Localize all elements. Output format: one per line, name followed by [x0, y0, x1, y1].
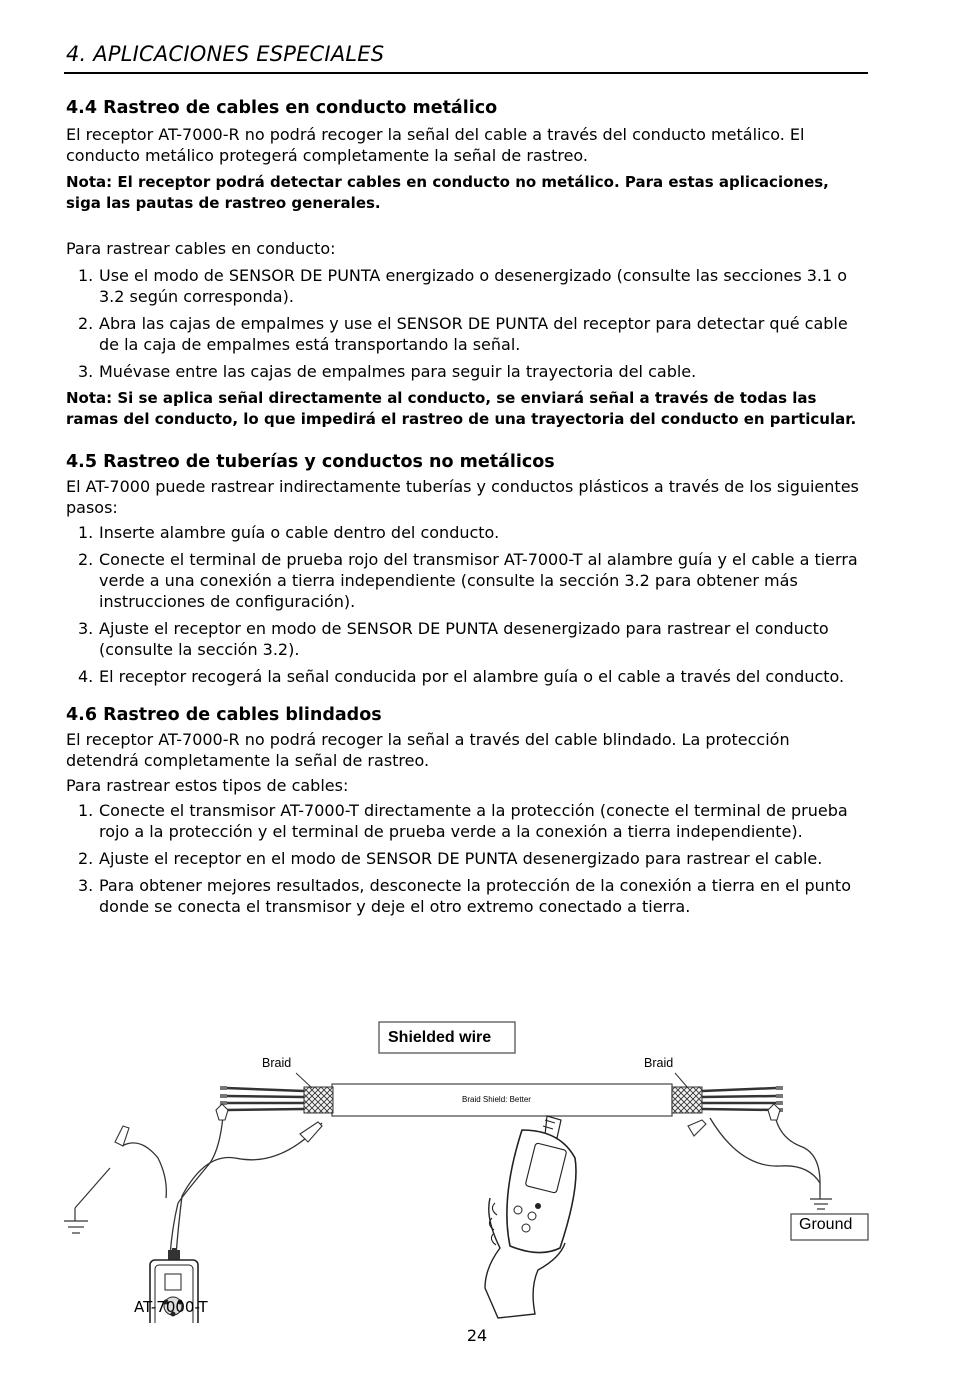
step-number: 2.: [78, 314, 94, 333]
step-number: 1.: [78, 801, 94, 820]
section-4-6-lead: Para rastrear estos tipos de cables:: [66, 776, 349, 795]
step-number: 2.: [78, 849, 94, 868]
step-number: 3.: [78, 619, 94, 638]
left-test-leads-icon: [122, 1116, 322, 1256]
step-text: Ajuste el receptor en el modo de SENSOR DE PUNTA desenergizado para rastrear el cable.: [99, 849, 823, 868]
step-text: Muévase entre las cajas de empalmes para seguir la trayectoria del cable.: [99, 362, 697, 381]
conductors-right-icon: [702, 1088, 776, 1110]
list-item: [66, 618, 866, 660]
list-item: [66, 800, 866, 842]
step-text: Ajuste el receptor en modo de SENSOR DE PUNTA desenergizado para rastrear el conducto (consulte la sección 3.2).: [99, 619, 829, 659]
section-4-4-note-1: Nota: El receptor podrá detectar cables en conducto no metálico. Para estas aplicaciones, siga las pautas de rastreo generales.: [66, 173, 829, 212]
section-4-6-steps: [66, 800, 866, 917]
braid-label-left: Braid: [262, 1056, 292, 1070]
right-clip-2-icon: [688, 1120, 706, 1136]
list-item: [66, 875, 866, 917]
ground-label: Ground: [799, 1216, 853, 1233]
step-number: 3.: [78, 876, 94, 895]
page-title: 4. APLICACIONES ESPECIALES: [66, 42, 385, 66]
title-rule: [64, 72, 868, 74]
braid-right-leader: [675, 1073, 688, 1088]
section-heading-4-4: 4.4 Rastreo de cables en conducto metálico: [66, 98, 498, 118]
transmitter-label: AT-7000-T: [134, 1298, 208, 1316]
section-4-4-lead: Para rastrear cables en conducto:: [66, 239, 336, 258]
right-ground-icon: [810, 1196, 832, 1209]
page-number: 24: [466, 1326, 488, 1345]
braid-label-right: Braid: [644, 1056, 674, 1070]
section-heading-4-6: 4.6 Rastreo de cables blindados: [66, 705, 382, 725]
list-item: [66, 313, 866, 355]
braid-left-leader: [296, 1073, 312, 1088]
conductors-left-icon: [226, 1088, 304, 1110]
step-text: Abra las cajas de empalmes y use el SENSOR DE PUNTA del receptor para detectar qué cable de la caja de empalmes está transportando la señal.: [99, 314, 848, 354]
list-item: [66, 848, 866, 869]
left-clip-3-icon: [115, 1126, 129, 1146]
figure-title: Shielded wire: [388, 1029, 492, 1046]
step-text: Inserte alambre guía o cable dentro del conducto.: [99, 523, 500, 542]
braid-left-icon: [304, 1087, 333, 1113]
braid-right-icon: [672, 1087, 702, 1113]
section-4-4-steps: [66, 265, 866, 382]
list-item: [66, 522, 866, 543]
step-number: 3.: [78, 362, 94, 381]
list-item: [66, 549, 866, 612]
page-content: [66, 96, 866, 917]
step-number: 1.: [78, 266, 94, 285]
list-item: [66, 666, 866, 687]
shielded-wire-illustration: [60, 1018, 880, 1323]
left-clip-1-icon: [216, 1104, 228, 1120]
right-test-leads-icon: [710, 1116, 820, 1196]
step-text: Conecte el terminal de prueba rojo del transmisor AT-7000-T al alambre guía y el cable a tierra verde a una conexión a tierra independiente (consulte la sección 3.2 para obtener más instrucciones de configuración).: [99, 550, 858, 611]
step-text: El receptor recogerá la señal conducida por el alambre guía o el cable a través del conducto.: [99, 667, 845, 686]
list-item: [66, 265, 866, 307]
right-clip-1-icon: [768, 1104, 780, 1120]
step-text: Use el modo de SENSOR DE PUNTA energizado o desenergizado (consulte las secciones 3.1 o 3.2 según corresponda).: [99, 266, 848, 306]
receiver-in-hand-icon: [485, 1116, 576, 1318]
step-text: Conecte el transmisor AT-7000-T directamente a la protección (conecte el terminal de prueba rojo a la protección y el terminal de prueba verde a la conexión a tierra independiente).: [99, 801, 848, 841]
step-number: 1.: [78, 523, 94, 542]
cable-label: Braid Shield: Better: [462, 1095, 531, 1104]
list-item: [66, 361, 866, 382]
left-ground-icon: [64, 1168, 110, 1233]
step-number: 2.: [78, 550, 94, 569]
section-4-6-intro: El receptor AT-7000-R no podrá recoger la señal a través del cable blindado. La protección detendrá completamente la señal de rastreo.: [66, 730, 790, 770]
section-4-4-intro: El receptor AT-7000-R no podrá recoger la señal del cable a través del conducto metálico. El conducto metálico protegerá completamente la señal de rastreo.: [66, 125, 805, 165]
section-4-5-steps: [66, 522, 866, 687]
step-text: Para obtener mejores resultados, desconecte la protección de la conexión a tierra en el punto donde se conecta el transmisor y deje el otro extremo conectado a tierra.: [99, 876, 851, 916]
left-clip-2-icon: [300, 1122, 322, 1142]
shielded-wire-figure: [60, 1018, 880, 1323]
section-4-4-note-2: Nota: Si se aplica señal directamente al conducto, se enviará señal a través de todas las ramas del conducto, lo que impedirá el rastreo de una trayectoria del conducto en particular.: [66, 389, 857, 428]
section-4-5-intro: El AT-7000 puede rastrear indirectamente tuberías y conductos plásticos a través de los siguientes pasos:: [66, 477, 859, 517]
step-number: 4.: [78, 667, 94, 686]
section-heading-4-5: 4.5 Rastreo de tuberías y conductos no metálicos: [66, 452, 555, 472]
